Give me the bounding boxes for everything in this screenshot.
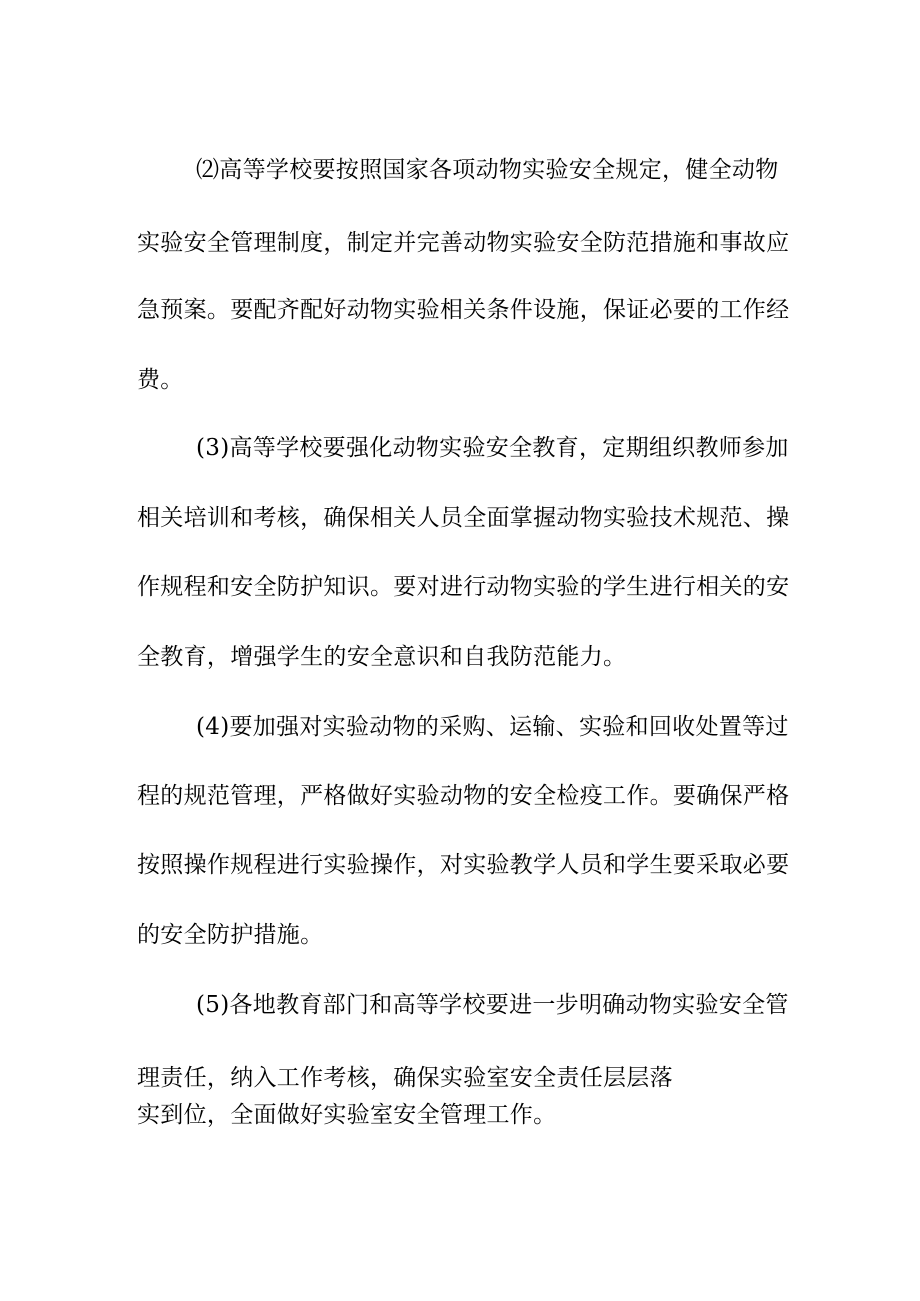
paragraph-2-line-4: 费。 — [137, 367, 184, 393]
paragraph-3-line-2: 相关培训和考核，确保相关人员全面掌握动物实验技术规范、操 — [137, 505, 790, 531]
paragraph-5-line-2: 理责任，纳入工作考核，确保实验室安全责任层层落 — [137, 1065, 673, 1091]
paragraph-5-line-3: 实到位，全面做好实验室安全管理工作。 — [137, 1102, 557, 1128]
paragraph-3-line-1: (3)高等学校要强化动物实验安全教育，定期组织教师参加 — [196, 435, 789, 461]
paragraph-3-line-4: 全教育，增强学生的安全意识和自我防范能力。 — [137, 644, 627, 670]
paragraph-4-line-4: 的安全防护措施。 — [137, 922, 324, 948]
paragraph-4-line-3: 按照操作规程进行实验操作，对实验教学人员和学生要采取必要 — [137, 852, 790, 878]
paragraph-4-line-1: (4)要加强对实验动物的采购、运输、实验和回收处置等过 — [196, 714, 789, 740]
paragraph-2-line-2: 实验安全管理制度，制定并完善动物实验安全防范措施和事故应 — [137, 230, 790, 256]
paragraph-2-line-1: ⑵高等学校要按照国家各项动物实验安全规定，健全动物 — [196, 157, 779, 183]
paragraph-4-line-2: 程的规范管理，严格做好实验动物的安全检疫工作。要确保严格 — [137, 783, 790, 809]
paragraph-5-line-1: (5)各地教育部门和高等学校要进一步明确动物实验安全管 — [196, 992, 789, 1018]
paragraph-2-line-3: 急预案。要配齐配好动物实验相关条件设施，保证必要的工作经 — [137, 297, 790, 323]
paragraph-3-line-3: 作规程和安全防护知识。要对进行动物实验的学生进行相关的安 — [137, 574, 790, 600]
